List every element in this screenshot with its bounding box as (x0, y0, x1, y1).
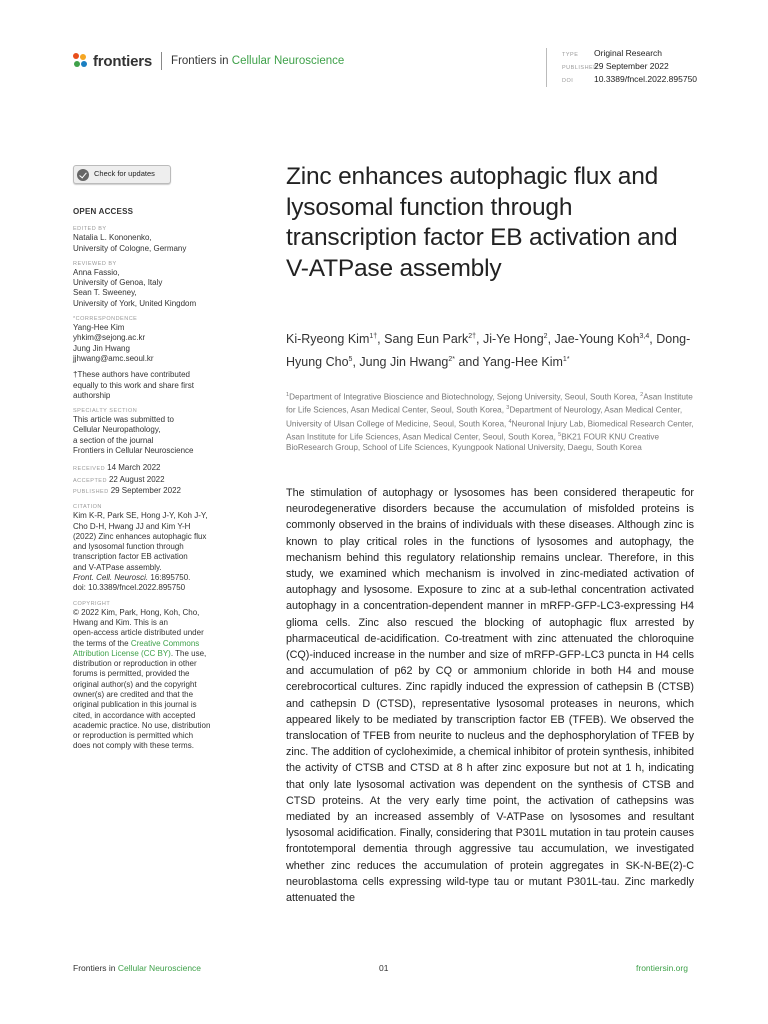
footer-journal: Frontiers in Cellular Neuroscience (73, 963, 202, 973)
specialty-label: SPECIALTY SECTION (73, 408, 138, 415)
affiliation-text: Department of Integrative Bioscience and Biotechnology, Sejong University, Seoul, South Korea, (289, 392, 641, 402)
edited-by-label: EDITED BY (73, 226, 107, 233)
affiliation-marker: 5 (558, 431, 562, 438)
published-date: PUBLISHED 29 September 2022 (73, 485, 181, 495)
affiliation-text: Department of Neurology, Asan Medical Center, University of Ulsan College of Medicine, Seoul, South Korea, (286, 406, 683, 429)
check-icon (77, 169, 89, 181)
affiliation-marker: 3 (506, 405, 510, 412)
footer-site-link[interactable]: frontiersin.org (636, 963, 688, 973)
received-date: RECEIVED 14 March 2022 (73, 463, 161, 473)
header-divider (161, 52, 162, 70)
copyright-label: COPYRIGHT (73, 600, 111, 607)
article-title: Zinc enhances autophagic flux and lysosomal function through transcription factor EB activation and V-ATPase assembly (286, 163, 678, 282)
reviewed-by: Anna Fassio, University of Genoa, Italy Sean T. Sweeney, University of York, United Kingdom (73, 267, 197, 308)
author-affiliation-marker: 1† (369, 333, 378, 340)
author-affiliation-marker: 2* (448, 355, 455, 363)
dates (73, 463, 238, 497)
meta-published: PUBLISHED29 September 2022 (562, 61, 669, 71)
author-affiliation-marker: 2 (543, 333, 548, 340)
author-affiliation-marker: 5 (348, 355, 353, 363)
contribution-note: †These authors have contributed equally to this work and share first authorship (73, 370, 194, 400)
correspondence-label: *CORRESPONDENCE (73, 316, 138, 323)
citation-label: CITATION (73, 504, 102, 511)
edited-by: Natalia L. Kononenko, University of Cologne, Germany (73, 233, 187, 253)
meta-type: TYPE Original Research (562, 48, 663, 58)
affiliation-text: BK21 FOUR KNU Creative BioResearch Group, School of Life Sciences, Kyungpook National University, Daegu, South Korea (286, 432, 660, 453)
cc-by-license-link[interactable]: Creative Commons Attribution License (CC BY) (73, 638, 200, 658)
author-affiliation-marker: 1* (562, 355, 570, 363)
sidebar (73, 165, 238, 752)
citation: Kim K-R, Park SE, Hong J-Y, Koh J-Y, Cho D-H, Hwang JJ and Kim Y-H (2022) Zinc enhances autophagic flux and lysosomal function through transcription factor EB activation and V-ATPase assembly. Front. Cell. Neurosci. 16:895750. doi: 10.3389/fncel.2022.895750 (73, 511, 208, 593)
journal-name: Frontiers in Cellular Neuroscience (171, 55, 345, 67)
correspondence[interactable]: Yang-Hee Kim yhkim@sejong.ac.kr Jung Jin Hwang jjhwang@amc.seoul.kr (73, 323, 154, 363)
page-number: 01 (379, 963, 389, 973)
meta-doi: DOI 10.3389/fncel.2022.895750 (562, 74, 698, 84)
affiliation-text: Neuronal Injury Lab, Biomedical Research Center, Asan Institute for Life Sciences, Asan Medical Center, Seoul, South Korea, (286, 419, 694, 442)
abstract: The stimulation of autophagy or lysosomes has been considered therapeutic for neurodegenerative disorders because the accumulation of misfolded proteins is commonly observed in the brains of individuals with these diseases. Although zinc is known to play critical roles in the functions of lysosomes and autophagy, the mechanism behind this regulatory relationship remains unclear. Therefore, in this study, we examined which mechanism is involved in zinc-mediated activation of autophagy and lysosome. Exposure to zinc at a sub-lethal concentration activated autophagy in a concentration-dependent manner in mRFP-GFP-LC3-expressing H4 glioma cells. Zinc also rescued the blocking of autophagic flux arrested by pharmaceutical de-acidification. Co-treatment with zinc attenuated the chloroquine (CQ)-induced increase in the number and size of mRFP-GFP-LC3 puncta in H4 cells and accumulation of p62 by CQ or ammonium chloride in both H4 and mouse cerebrocortical cultures. Zinc rapidly induced the expression of cathepsin B (CTSB) and cathepsin D (CTSD), representative lysosomal proteases in neurons, which appeared likely to be mediated by transcription factor EB (TFEB). We observed the translocation of TFEB from neurite to nucleus and the dephosphorylation of TFEB by zinc. The addition of cycloheximide, a chemical inhibitor of protein synthesis, inhibited the activity of CTSB and CTSD at 8 h after zinc exposure but not at 1 h, indicating that only late lysosomal activation was dependent on the synthesis of CTSB and CTSD proteins. At the very early time point, the activation of cathepsins was mediated by an increased assembly of V-ATPase on lysosomes and resultant lysosomal acidification. Finally, considering that P301L mutation in tau protein causes frontotemporal dementia through aggressive tau accumulation, we investigated whether zinc reduces the accumulation of protein aggregates in SK-N-BE(2)-C neuroblastoma cells expressing wild-type tau or mutant P301L-tau. Zinc markedly attenuated the (286, 487, 694, 905)
reviewed-by-label: REVIEWED BY (73, 260, 117, 267)
frontiers-logo[interactable] (73, 52, 344, 70)
check-for-updates-button[interactable]: Check for updates (73, 165, 171, 184)
author-name[interactable]: Sang Eun Park (384, 332, 469, 347)
author-affiliation-marker: 2† (468, 333, 477, 340)
affiliation-marker: 4 (508, 418, 512, 425)
author-affiliation-marker: 3,4 (639, 333, 650, 340)
article-meta (546, 48, 697, 87)
author-name[interactable]: Yang-Hee Kim (482, 354, 563, 369)
author-name[interactable]: Ji-Ye Hong (482, 332, 544, 347)
author-name[interactable]: Jae-Young Koh (554, 332, 640, 347)
frontiers-logo-icon (73, 53, 89, 69)
affiliation-marker: 1 (286, 392, 290, 398)
author-name[interactable]: Ki-Ryeong Kim (286, 332, 370, 347)
open-access-label: OPEN ACCESS (73, 207, 134, 216)
accepted-date: ACCEPTED 22 August 2022 (73, 474, 165, 484)
copyright: © 2022 Kim, Park, Hong, Koh, Cho, Hwang and Kim. This is an open-access article distributed under the terms of the Creative Commons Attribution License (CC BY). The use, distribution or reproduction in other forums is permitted, provided the original author(s) and the copyright owner(s) are credited and that the original publication in this journal is cited, in accordance with accepted academic practice. No use, distribution or reproduction is permitted which does not comply with these terms. (73, 607, 211, 751)
affiliation-text: Asan Institute for Life Sciences, Asan Medical Center, Seoul, South Korea, (286, 392, 693, 416)
author-name[interactable]: Dong-Hyung Cho (286, 332, 691, 369)
affiliations (286, 390, 696, 454)
brand-name: frontiers (93, 52, 153, 70)
author-name[interactable]: Jung Jin Hwang (359, 354, 449, 369)
author-list: Ki-Ryeong Kim$^{1\dagger}$, Sang Eun Park$^{2\dagger}$, Ji-Ye Hong$^2$, Jae-Young Koh$^{3,4}$, Dong-Hyung Cho$^5$, Jung Jin Hwang$^{2*}$ and Yang-Hee Kim$^{1*}$ (286, 332, 691, 369)
specialty-section: This article was submitted to Cellular Neuropathology, a section of the journal Frontiers in Cellular Neuroscience (73, 415, 194, 456)
affiliation-marker: 2 (640, 392, 644, 398)
